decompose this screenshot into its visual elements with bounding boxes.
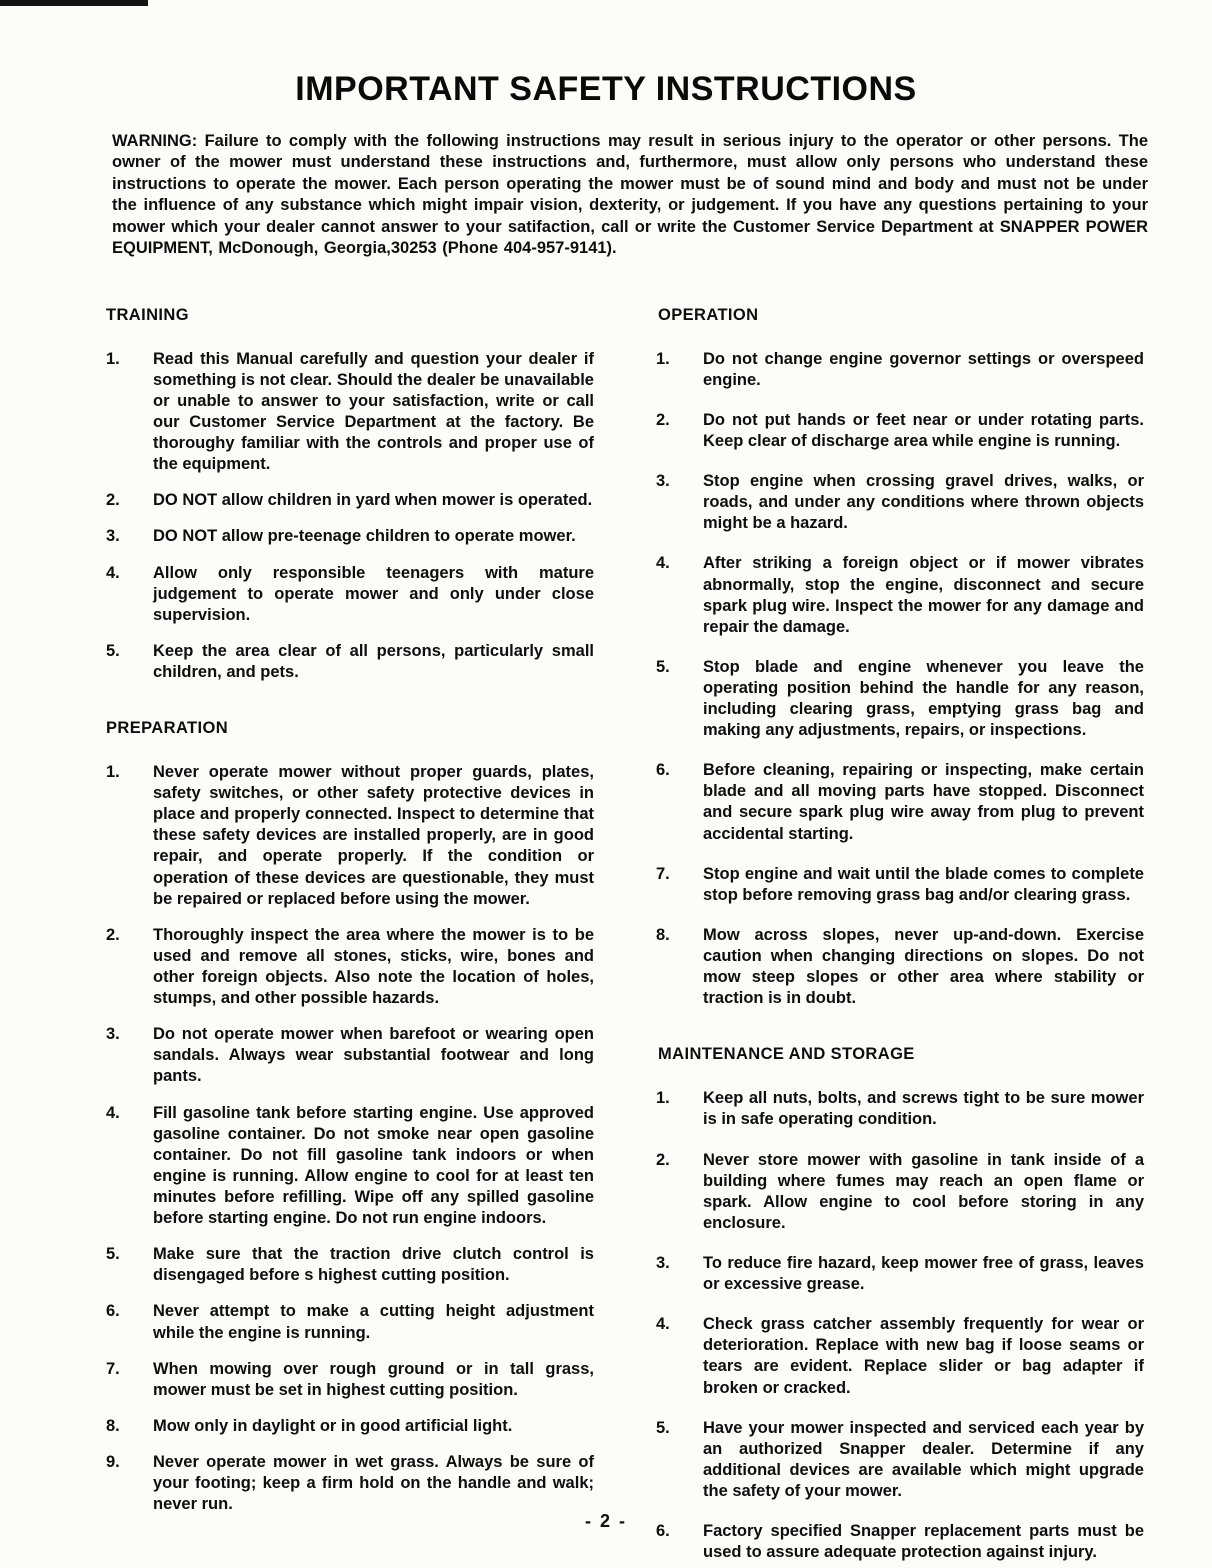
list-item <box>656 1088 1144 1130</box>
item-text: Never operate mower without proper guards, plates, safety switches, or other safety protective devices in place and properly connected. Inspect to determine that these safety devices are installed properly, are in good repair, and operate properly. If the condition or operation of these devices are questionable, they must be repaired or replaced before using the mower. <box>153 763 594 908</box>
item-number: 1. <box>656 349 670 368</box>
list-item <box>656 657 1144 741</box>
item-number: 4. <box>106 1103 120 1122</box>
list-item <box>656 410 1144 452</box>
preparation-list <box>106 762 594 1515</box>
list-item <box>656 864 1144 906</box>
section-heading-operation: OPERATION <box>658 305 759 324</box>
item-number: 8. <box>656 925 670 944</box>
item-text: To reduce fire hazard, keep mower free of grass, leaves or excessive grease. <box>703 1254 1144 1294</box>
item-text: Check grass catcher assembly frequently for wear or deterioration. Replace with new bag if loose seams or tears are evident. Replace slider or bag adapter if broken or cracked. <box>703 1315 1144 1397</box>
item-number: 3. <box>106 1025 120 1044</box>
list-item <box>106 526 594 547</box>
item-number: 8. <box>106 1416 120 1435</box>
item-text: DO NOT allow children in yard when mower is operated. <box>153 491 593 510</box>
page-title: IMPORTANT SAFETY INSTRUCTIONS <box>295 70 917 108</box>
item-text: Read this Manual carefully and question your dealer if something is not clear. Should the dealer be unavailable or unable to answer to your satisfaction, write or call our Customer Service Department at the factory. Be thoroughy familiar with the controls and proper use of the equipment. <box>153 349 594 474</box>
item-text: Never store mower with gasoline in tank inside of a building where fumes may reach an open flame or spark. Allow engine to cool before storing in any enclosure. <box>703 1150 1144 1232</box>
list-item <box>656 1150 1144 1234</box>
item-text: Thoroughly inspect the area where the mower is to be used and remove all stones, sticks, wire, bones and other foreign objects. Also note the location of holes, stumps, and other possible hazards. <box>153 925 594 1008</box>
list-item <box>656 1253 1144 1295</box>
list-item <box>106 1244 594 1286</box>
item-text: Do not put hands or feet near or under rotating parts. Keep clear of discharge area while engine is running. <box>703 410 1144 450</box>
item-text: Have your mower inspected and serviced each year by an authorized Snapper dealer. Determine if any additional devices are available which might upgrade the safety of your mower. <box>703 1418 1144 1500</box>
item-number: 3. <box>656 1254 670 1273</box>
item-number: 3. <box>656 472 670 491</box>
list-item <box>106 641 594 683</box>
list-item <box>106 490 594 511</box>
list-item <box>106 762 594 910</box>
item-number: 2. <box>106 491 120 510</box>
item-text: Never operate mower in wet grass. Always be sure of your footing; keep a firm hold on the handle and walk; never run. <box>153 1453 594 1514</box>
item-number: 2. <box>656 410 670 429</box>
item-text: After striking a foreign object or if mower vibrates abnormally, stop the engine, disconnect and secure spark plug wire. Inspect the mower for any damage and repair the damage. <box>703 554 1144 636</box>
list-item <box>106 1359 594 1401</box>
section-heading-training: TRAINING <box>106 305 189 324</box>
item-number: 5. <box>106 1245 120 1264</box>
item-number: 6. <box>656 761 670 780</box>
item-text: Stop blade and engine whenever you leave the operating position behind the handle for any reason, including clearing grass, emptying grass bag and making any adjustments, repairs, or inspections. <box>703 657 1144 740</box>
item-number: 6. <box>106 1302 120 1321</box>
list-item <box>106 1103 594 1230</box>
item-text: Do not change engine governor settings or overspeed engine. <box>703 349 1144 389</box>
maintenance-storage-list <box>656 1088 1144 1563</box>
list-item <box>656 1314 1144 1398</box>
item-number: 1. <box>106 763 120 782</box>
section-heading-maintenance-storage: MAINTENANCE AND STORAGE <box>658 1045 915 1064</box>
list-item <box>656 349 1144 391</box>
list-item <box>106 563 594 626</box>
item-number: 9. <box>106 1453 120 1471</box>
item-text: Keep the area clear of all persons, particularly small children, and pets. <box>153 641 594 681</box>
item-number: 6. <box>656 1522 670 1541</box>
item-text: Keep all nuts, bolts, and screws tight to be sure mower is in safe operating condition. <box>703 1089 1144 1129</box>
list-item <box>656 471 1144 534</box>
section-heading-preparation: PREPARATION <box>106 719 229 738</box>
list-item <box>656 760 1144 844</box>
two-column-layout <box>106 306 1144 1568</box>
item-number: 7. <box>106 1359 120 1378</box>
item-text: Stop engine and wait until the blade comes to complete stop before removing grass bag and/or clearing grass. <box>703 864 1144 904</box>
item-number: 2. <box>106 925 120 944</box>
item-text: Do not operate mower when barefoot or wearing open sandals. Always wear substantial footwear and long pants. <box>153 1025 594 1086</box>
item-number: 1. <box>106 349 120 368</box>
item-text: Never attempt to make a cutting height adjustment while the engine is running. <box>153 1302 594 1342</box>
list-item <box>106 1452 594 1515</box>
item-text: Before cleaning, repairing or inspecting, make certain blade and all moving parts have stopped. Disconnect and secure spark plug wire away from plug to prevent accidental starting. <box>703 761 1144 843</box>
item-text: When mowing over rough ground or in tall grass, mower must be set in highest cutting position. <box>153 1359 594 1399</box>
list-item <box>106 925 594 1009</box>
item-number: 3. <box>106 527 120 546</box>
item-number: 5. <box>656 1418 670 1437</box>
item-number: 5. <box>106 641 120 660</box>
warning-paragraph: WARNING: Failure to comply with the following instructions may result in serious injury to the operator or other persons. The owner of the mower must understand these instructions and, furthermore, must allow only persons who understand these instructions to operate the mower. Each person operating the mower must be of sound mind and body and must not be under the influence of any substance which might impair vision, dexterity, or judgement. If you have any questions pertaining to your mower which your dealer cannot answer to your satifaction, call or write the Customer Service Department at SNAPPER POWER EQUIPMENT, McDonough, Georgia,30253 (Phone 404-957-9141). <box>112 132 1148 258</box>
item-text: Fill gasoline tank before starting engine. Use approved gasoline container. Do not smoke near open gasoline container. Do not fill gasoline tank indoors or when engine is running. Allow engine to cool for at least ten minutes before refilling. Wipe off any spilled gasoline before starting engine. Do not run engine indoors. <box>153 1103 594 1228</box>
item-text: Mow only in daylight or in good artificial light. <box>153 1416 513 1435</box>
item-text: Factory specified Snapper replacement parts must be used to assure adequate protection against injury. <box>703 1522 1144 1562</box>
scan-artifact <box>0 0 148 6</box>
list-item <box>656 925 1144 1009</box>
operation-list <box>656 349 1144 1010</box>
training-list <box>106 349 594 683</box>
item-number: 7. <box>656 864 670 883</box>
list-item <box>106 1416 594 1437</box>
right-column <box>656 306 1144 1568</box>
left-column <box>106 306 594 1568</box>
item-number: 4. <box>106 563 120 582</box>
item-text: Mow across slopes, never up-and-down. Exercise caution when changing directions on slopes. Do not mow steep slopes or other area where stability or traction is in doubt. <box>703 925 1144 1008</box>
item-text: Make sure that the traction drive clutch control is disengaged before s highest cutting position. <box>153 1245 594 1285</box>
item-number: 1. <box>656 1089 670 1108</box>
list-item <box>656 1418 1144 1502</box>
item-number: 4. <box>656 1315 670 1334</box>
item-text: DO NOT allow pre-teenage children to operate mower. <box>153 527 576 546</box>
item-text: Allow only responsible teenagers with mature judgement to operate mower and only under close supervision. <box>153 563 594 624</box>
item-text: Stop engine when crossing gravel drives, walks, or roads, and under any conditions where thrown objects might be a hazard. <box>703 472 1144 533</box>
page-number: - 2 - <box>584 1511 627 1531</box>
list-item <box>106 1301 594 1343</box>
list-item <box>656 553 1144 637</box>
item-number: 5. <box>656 657 670 676</box>
list-item <box>106 349 594 476</box>
item-number: 4. <box>656 554 670 573</box>
list-item <box>106 1024 594 1087</box>
item-number: 2. <box>656 1150 670 1169</box>
